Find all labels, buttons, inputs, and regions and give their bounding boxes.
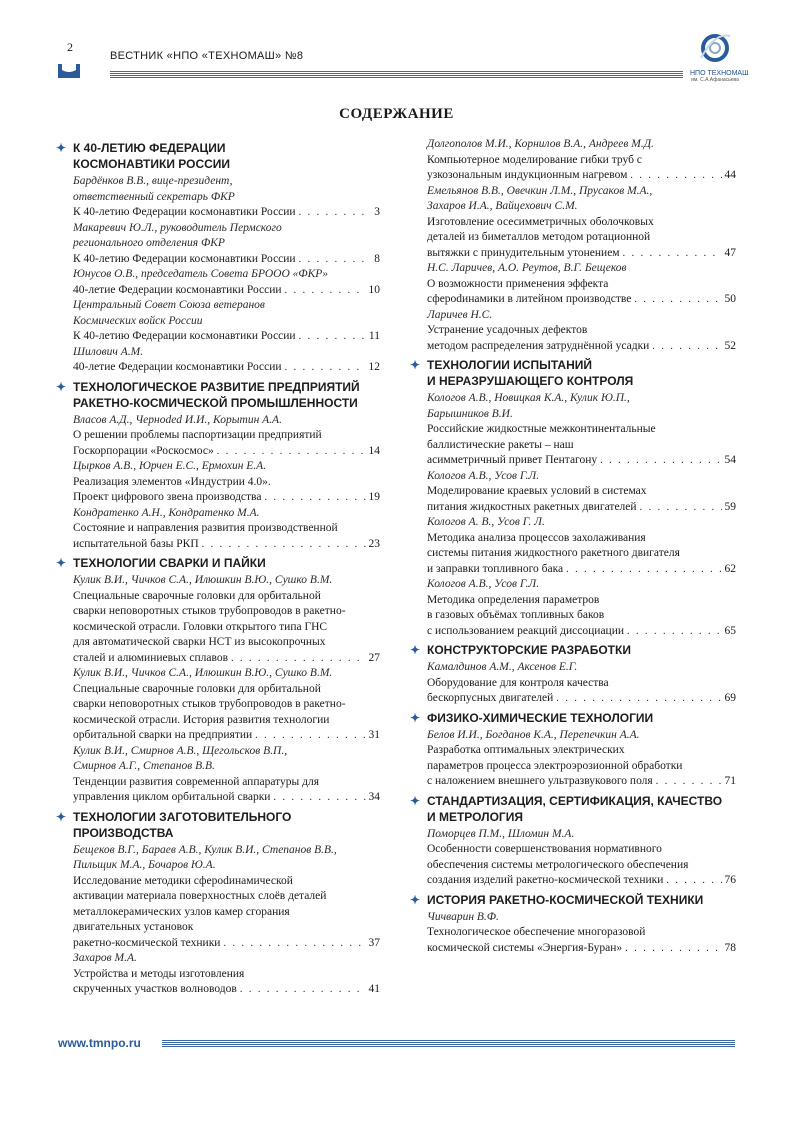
entry-title-line: Исследование методики сфероdинамической	[73, 874, 293, 887]
entry-title-last-line	[427, 941, 736, 957]
toc-entry[interactable]	[410, 515, 736, 577]
entry-authors: Долгополов М.И., Корнилов В.А., Андреев М.Д.	[427, 138, 654, 150]
entry-title-last-line	[73, 360, 380, 376]
section-heading	[56, 379, 380, 411]
toc-entry[interactable]	[410, 308, 736, 355]
entry-authors: Цырков А.В., Юрчен Е.С., Ермохин Е.А.	[73, 460, 267, 472]
star-bullet-icon: ✦	[56, 556, 67, 570]
entry-authors: Центральный Совет Союза ветеранов	[73, 299, 265, 311]
entry-authors: Кологов А.В., Новицкая К.А., Кулик Ю.П.,	[427, 392, 630, 404]
orbit-logo-icon	[697, 30, 733, 64]
header-rule	[110, 71, 683, 80]
section-heading	[56, 555, 380, 571]
entry-title-last-line	[73, 982, 380, 998]
dot-leader	[666, 873, 721, 889]
entry-authors: Шилович А.М.	[73, 345, 144, 358]
toc-entry[interactable]	[56, 221, 380, 268]
entry-title-text: испытательной базы РКП	[73, 537, 199, 550]
entry-title-last-line	[427, 292, 736, 308]
section-heading-line: К 40-ЛЕТИЮ ФЕДЕРАЦИИ	[73, 141, 226, 155]
entry-authors: Кологов А.В., Усов Г.Л.	[427, 469, 540, 482]
entry-page-number: 54	[724, 454, 736, 466]
entry-page-number: 37	[368, 936, 380, 949]
toc-entry[interactable]	[410, 261, 736, 308]
entry-title-last-line	[73, 537, 380, 553]
entry-page-number: 14	[368, 444, 380, 457]
entry-title-text: сфероdинамики в литейном производстве	[427, 293, 632, 305]
journal-mark-icon	[58, 64, 80, 78]
dot-leader	[223, 936, 365, 952]
star-bullet-icon: ✦	[56, 809, 67, 824]
entry-title-line: Состояние и направления развития производственной	[73, 522, 338, 534]
entry-page-number: 8	[374, 252, 380, 265]
dot-leader	[264, 490, 365, 506]
entry-authors: Емельянов В.В., Овечкин Л.М., Прусаков М.А.,	[427, 184, 653, 197]
entry-page-number: 3	[374, 206, 380, 218]
star-bullet-icon: ✦	[410, 892, 421, 907]
entry-title-text: К 40-летию Федерации космонавтики России	[73, 206, 296, 218]
toc-entry[interactable]	[56, 459, 380, 506]
entry-title-text: орбитальной сварки на предприятии	[73, 729, 253, 741]
entry-authors: Захаров М.А.	[73, 952, 137, 964]
section-heading-line: КОНСТРУКТОРСКИЕ РАЗРАБОТКИ	[427, 643, 631, 657]
entry-title-text: и заправки топливного бака	[427, 562, 564, 575]
section-heading	[410, 710, 736, 726]
dot-leader	[556, 691, 721, 707]
section-heading-line: РАКЕТНО-КОСМИЧЕСКОЙ ПРОМЫШЛЕННОСТИ	[73, 395, 358, 410]
dot-leader	[625, 941, 721, 957]
toc-entry[interactable]	[56, 506, 380, 553]
entry-title-text: с использованием реакций диссоциации	[427, 624, 625, 637]
entry-title-line: двигательных установок	[73, 921, 194, 933]
company-logo-name: НПО ТЕХНОМАШ	[690, 70, 749, 77]
entry-title-last-line	[73, 651, 380, 667]
section-heading	[56, 140, 380, 172]
entry-authors: Макаревич Ю.Л., руководитель Пермского	[73, 221, 282, 234]
company-logo-sub: им. С.А.Афанасьева	[691, 77, 739, 83]
entry-title-line: параметров процесса электроэрозионной обработки	[427, 759, 683, 772]
page-number: 2	[67, 40, 73, 54]
dot-leader	[299, 252, 372, 268]
entry-title-last-line	[73, 790, 380, 806]
dot-leader	[652, 339, 721, 355]
dot-leader	[255, 728, 365, 744]
star-bullet-icon: ✦	[56, 141, 67, 155]
toc-entry[interactable]	[56, 843, 380, 952]
star-bullet-icon: ✦	[56, 379, 67, 394]
entry-title-last-line	[73, 252, 380, 268]
entry-page-number: 62	[724, 562, 736, 575]
toc-entry[interactable]	[56, 298, 380, 345]
entry-authors: Кулик В.И., Смирнов А.В., Щегольсков В.П.,	[73, 744, 288, 757]
entry-page-number: 27	[368, 651, 380, 664]
dot-leader	[231, 651, 365, 667]
entry-authors: Кулик В.И., Чичков С.А., Илюшкин В.Ю., Сушко В.М.	[73, 667, 333, 679]
entry-title-text: питания жидкостных ракетных двигателей	[427, 500, 637, 513]
entry-authors: Бардёнков В.В., вице-президент,	[73, 175, 233, 187]
entry-title-text: скрученных участков волноводов	[73, 983, 237, 995]
entry-title-text: К 40-летию Федерации космонавтики России	[73, 330, 296, 342]
dot-leader	[627, 624, 721, 640]
section-heading-line: И МЕТРОЛОГИЯ	[427, 809, 523, 824]
section-heading-line: ИСТОРИЯ РАКЕТНО-КОСМИЧЕСКОЙ ТЕХНИКИ	[427, 892, 704, 907]
entry-title-text: космической системы «Энергия-Буран»	[427, 941, 623, 954]
toc-entry[interactable]	[410, 728, 736, 790]
entry-authors: Барышников В.И.	[427, 407, 513, 420]
section-heading-line: ТЕХНОЛОГИИ СВАРКИ И ПАЙКИ	[73, 556, 266, 570]
entry-authors: Камалдинов А.М., Аксенов Е.Г.	[427, 661, 578, 673]
entry-title-line: деталей из биметаллов методом ротационной	[427, 231, 651, 243]
entry-page-number: 11	[368, 330, 380, 342]
toc-entry[interactable]	[56, 573, 380, 666]
section-heading	[56, 809, 380, 841]
entry-title-line: Специальные сварочные головки для орбитальной	[73, 589, 321, 602]
entry-title-line: активации материала поверхностных слоёв деталей	[73, 890, 327, 902]
company-logo	[690, 30, 749, 90]
entry-page-number: 78	[724, 941, 736, 954]
entry-title-last-line	[427, 624, 736, 640]
dot-leader	[299, 205, 372, 221]
section-heading-line: ПРОИЗВОДСТВА	[73, 825, 174, 840]
toc-entry[interactable]	[410, 391, 736, 469]
entry-title-line: Методика анализа процессов захолаживания	[427, 531, 646, 544]
section-heading-line: ТЕХНОЛОГИЧЕСКОЕ РАЗВИТИЕ ПРЕДПРИЯТИЙ	[73, 379, 360, 394]
toc-entry[interactable]	[56, 267, 380, 298]
entry-title-line: Особенности совершенствования нормативного	[427, 843, 662, 855]
entry-title-text: узкозональным индукционным нагревом	[427, 169, 628, 181]
toc-entry[interactable]	[56, 666, 380, 744]
entry-title-last-line	[73, 329, 380, 345]
entry-title-text: К 40-летию Федерации космонавтики России	[73, 252, 296, 265]
entry-title-line: Технологическое обеспечение многоразовой	[427, 926, 646, 938]
entry-title-line: Устранение усадочных дефектов	[427, 324, 588, 336]
entry-title-text: сталей и алюминиевых сплавов	[73, 651, 229, 664]
entry-authors: Бещеков В.Г., Бараев А.В., Кулик В.И., Степанов В.В.,	[73, 843, 337, 856]
entry-title-line: сварки неповоротных стыков трубопроводов в ракетно-	[73, 605, 346, 617]
entry-title-line: О возможности применения эффекта	[427, 277, 609, 290]
entry-authors: Кологов А. В., Усов Г. Л.	[427, 516, 545, 528]
entry-authors: Кондратенко А.Н., Кондратенко М.А.	[73, 506, 260, 519]
entry-title-text: создания изделий ракетно-космической техники	[427, 874, 664, 886]
entry-title-line: Специальные сварочные головки для орбитальной	[73, 682, 321, 695]
toc-entry[interactable]	[410, 660, 736, 707]
entry-title-line: Компьютерное моделирование гибки труб с	[427, 153, 642, 166]
dot-leader	[202, 537, 366, 553]
section-heading-line: ТЕХНОЛОГИИ ЗАГОТОВИТЕЛЬНОГО	[73, 809, 292, 824]
page-title: СОДЕРЖАНИЕ	[339, 106, 454, 122]
dot-leader	[640, 500, 722, 516]
entry-page-number: 34	[368, 791, 380, 803]
entry-title-last-line	[73, 490, 380, 506]
entry-authors: Чичварин В.Ф.	[427, 910, 499, 923]
entry-title-last-line	[427, 873, 736, 889]
section-heading-line: КОСМОНАВТИКИ РОССИИ	[73, 157, 231, 171]
dot-leader	[656, 774, 722, 790]
entry-title-line: Моделирование краевых условий в системах	[427, 485, 647, 497]
entry-title-line: баллистические ракеты – наш	[427, 438, 574, 451]
entry-title-text: бескорпусных двигателей	[427, 692, 554, 704]
toc-entry[interactable]	[56, 413, 380, 460]
entry-page-number: 10	[368, 283, 380, 296]
entry-authors: Кулик В.И., Чичков С.А., Илюшкин В.Ю., Сушко В.М.	[73, 574, 333, 586]
entry-page-number: 50	[724, 293, 736, 305]
dot-leader	[634, 292, 721, 308]
footer-url[interactable]: www.tmnpo.ru	[58, 1036, 141, 1050]
toc-entry[interactable]	[410, 577, 736, 639]
entry-title-line: Разработка оптимальных электрических	[427, 744, 625, 756]
toc-right-column	[410, 137, 736, 956]
toc-left-column	[56, 137, 380, 998]
entry-title-last-line	[73, 283, 380, 299]
entry-title-last-line	[427, 246, 736, 262]
dot-leader	[630, 168, 721, 184]
entry-authors: Смирнов А.Г., Степанов В.В.	[73, 760, 215, 772]
entry-title-line: в газовых объёмах топливных баков	[427, 609, 605, 621]
entry-title-last-line	[73, 728, 380, 744]
entry-title-text: Госкорпорации «Роскосмос»	[73, 444, 214, 457]
entry-title-text: управления циклом орбитальной сварки	[73, 791, 271, 803]
section-heading-line: И НЕРАЗРУШАЮЩЕГО КОНТРОЛЯ	[427, 374, 634, 388]
toc-entry[interactable]	[410, 137, 736, 184]
entry-authors: ответственный секретарь ФКР	[73, 190, 235, 203]
section-heading-line: СТАНДАРТИЗАЦИЯ, СЕРТИФИКАЦИЯ, КАЧЕСТВО	[427, 793, 723, 808]
entry-title-line: Реализация элементов «Индустрии 4.0».	[73, 475, 271, 488]
entry-page-number: 44	[724, 169, 736, 181]
entry-title-line: О решении проблемы паспортизации предприятий	[73, 429, 322, 441]
entry-authors: Ларичев Н.С.	[427, 308, 493, 321]
section-heading-line: ФИЗИКО-ХИМИЧЕСКИЕ ТЕХНОЛОГИИ	[427, 710, 654, 725]
star-bullet-icon: ✦	[410, 358, 421, 372]
entry-authors: Поморцев П.М., Шломин М.А.	[427, 827, 575, 840]
entry-page-number: 59	[724, 500, 736, 513]
entry-title-text: 40-летие Федерации космонавтики России	[73, 361, 282, 373]
entry-authors: Н.С. Ларичев, А.О. Реутов, В.Г. Бещеков	[427, 262, 627, 274]
entry-title-line: космической отрасли. История развития технологии	[73, 713, 330, 726]
entry-title-text: методом распределения затруднённой усадки	[427, 339, 650, 352]
entry-title-text: Проект цифрового звена производства	[73, 491, 262, 503]
toc-entry[interactable]	[56, 744, 380, 806]
entry-title-last-line	[427, 500, 736, 516]
entry-title-line: сварки неповоротных стыков трубопроводов в ракетно-	[73, 698, 346, 710]
dot-leader	[285, 360, 366, 376]
entry-title-last-line	[427, 774, 736, 790]
toc-entry[interactable]	[410, 469, 736, 516]
entry-page-number: 31	[368, 729, 380, 741]
entry-page-number: 52	[724, 339, 736, 352]
entry-title-line: Оборудование для контроля качества	[427, 676, 609, 689]
entry-title-line: металлокерамических узлов камер сгорания	[73, 905, 290, 918]
entry-title-text: 40-летие Федерации космонавтики России	[73, 283, 282, 296]
entry-title-text: с наложением внешнего ультразвукового поля	[427, 775, 653, 787]
entry-title-line: Изготовление осесимметричных оболочковых	[427, 215, 654, 228]
entry-page-number: 71	[724, 775, 736, 787]
entry-title-line: для автоматической сварки НСТ из высокопрочных	[73, 636, 326, 648]
toc-entry[interactable]	[410, 184, 736, 262]
entry-title-line: Устройства и методы изготовления	[73, 967, 245, 980]
section-heading-line: ТЕХНОЛОГИИ ИСПЫТАНИЙ	[427, 358, 592, 372]
entry-title-line: Российские жидкостные межконтинентальные	[427, 423, 656, 435]
entry-authors: Захаров И.А., Вайцехович С.М.	[427, 200, 578, 212]
entry-authors: Юнусов О.В., председатель Совета БРООО «ФКР»	[73, 268, 329, 280]
entry-title-last-line	[427, 562, 736, 578]
toc-entry[interactable]	[410, 827, 736, 889]
entry-title-last-line	[427, 168, 736, 184]
journal-title: ВЕСТНИК «НПО «ТЕХНОМАШ» №8	[110, 50, 304, 62]
section-heading	[410, 642, 736, 658]
entry-title-line: обеспечения системы метрологического обеспечения	[427, 858, 689, 871]
entry-title-text: асимметричный привет Пентагону	[427, 454, 598, 466]
section-heading	[410, 793, 736, 825]
entry-title-last-line	[73, 205, 380, 221]
entry-authors: Пильщик М.А., Бочаров Ю.А.	[73, 859, 216, 871]
entry-title-line: Методика определения параметров	[427, 593, 600, 606]
entry-title-line: системы питания жидкостного ракетного двигателя	[427, 547, 680, 559]
toc-entry[interactable]	[56, 345, 380, 376]
entry-page-number: 19	[368, 491, 380, 503]
footer-rule	[162, 1040, 735, 1048]
toc-entry[interactable]	[410, 910, 736, 957]
entry-page-number: 12	[368, 361, 380, 373]
entry-authors: Кологов А.В., Усов Г.Л.	[427, 578, 540, 590]
star-bullet-icon: ✦	[410, 643, 421, 657]
entry-page-number: 65	[724, 624, 736, 637]
dot-leader	[273, 790, 365, 806]
entry-authors: Белов И.И., Богданов К.А., Перепечкин А.А.	[427, 728, 640, 741]
entry-title-text: вытяжки с принудительным утонением	[427, 246, 620, 259]
entry-page-number: 76	[724, 874, 736, 886]
dot-leader	[566, 562, 721, 578]
entry-authors: регионального отделения ФКР	[73, 237, 225, 249]
dot-leader	[600, 453, 721, 469]
entry-authors: Власов А.Д., Черноded И.И., Корытин А.А.	[73, 413, 282, 426]
entry-title-last-line	[427, 691, 736, 707]
entry-page-number: 47	[724, 246, 736, 259]
entry-authors: Космических войск России	[73, 314, 203, 327]
entry-title-last-line	[73, 936, 380, 952]
star-bullet-icon: ✦	[410, 793, 421, 808]
section-heading	[410, 357, 736, 389]
section-heading	[410, 892, 736, 908]
star-bullet-icon: ✦	[410, 710, 421, 725]
entry-title-last-line	[427, 339, 736, 355]
entry-title-line: космической отрасли. Головки открытого типа ГНС	[73, 620, 328, 633]
dot-leader	[240, 982, 366, 998]
entry-title-line: Тенденции развития современной аппаратуры для	[73, 775, 320, 788]
entry-page-number: 69	[724, 692, 736, 704]
dot-leader	[217, 444, 366, 460]
entry-page-number: 23	[368, 537, 380, 550]
dot-leader	[299, 329, 366, 345]
dot-leader	[285, 283, 366, 299]
entry-title-last-line	[427, 453, 736, 469]
entry-page-number: 41	[368, 983, 380, 995]
toc-entry[interactable]	[56, 951, 380, 998]
entry-title-last-line	[73, 444, 380, 460]
entry-title-text: ракетно-космической техники	[73, 936, 221, 949]
toc-entry[interactable]	[56, 174, 380, 221]
dot-leader	[623, 246, 722, 262]
